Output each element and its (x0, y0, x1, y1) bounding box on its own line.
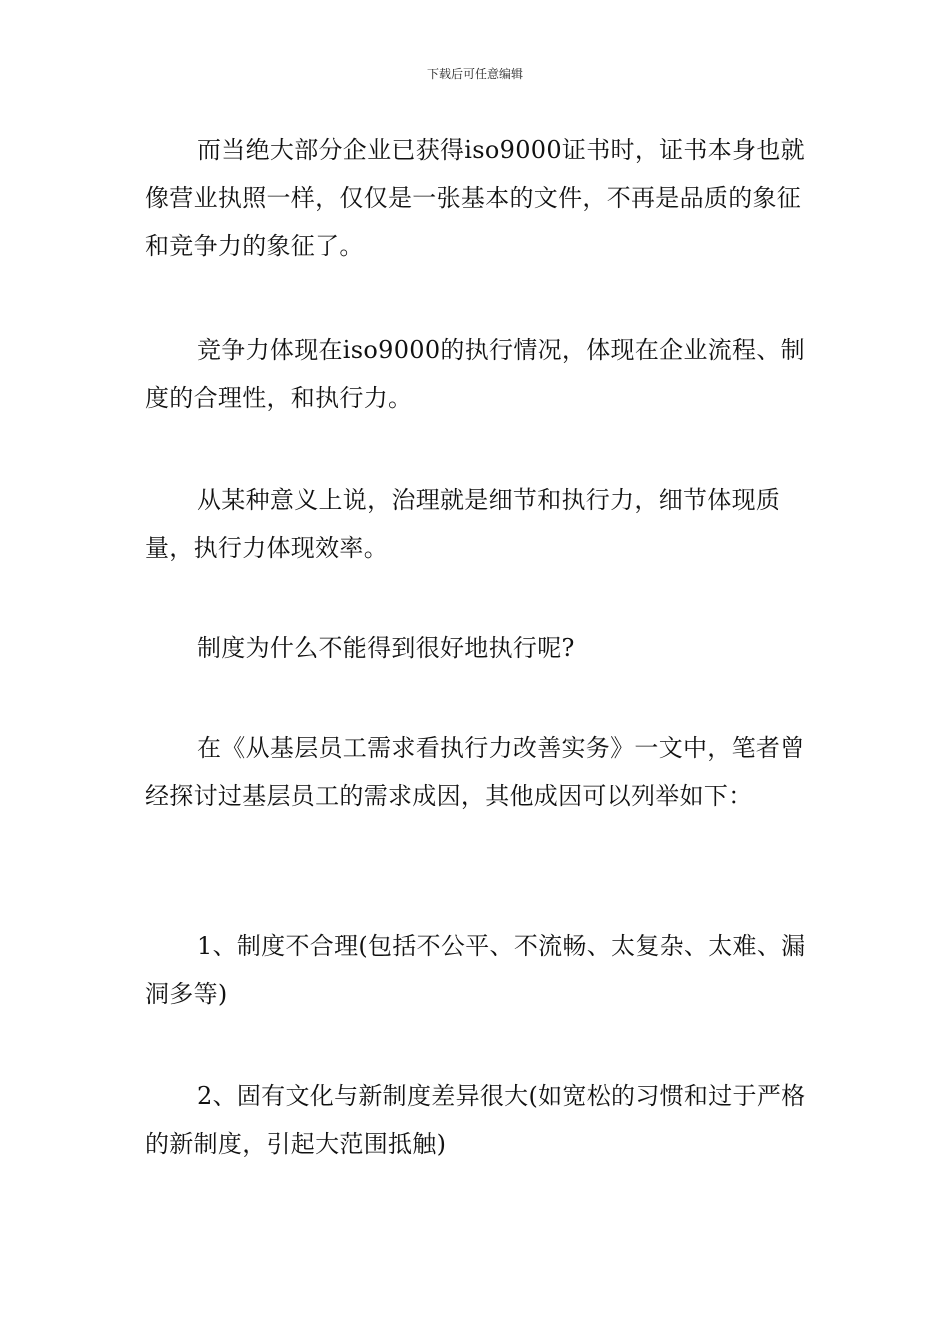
paragraph-cause-2: 2、固有文化与新制度差异很大(如宽松的习惯和过于严格的新制度，引起大范围抵触) (145, 1082, 806, 1158)
paragraph-iso-certificate: 而当绝大部分企业已获得iso9000证书时，证书本身也就像营业执照一样，仅仅是一张基本的文件，不再是品质的象征和竞争力的象征了。 (145, 136, 805, 260)
paragraph-question: 制度为什么不能得到很好地执行呢? (197, 634, 575, 662)
paragraph-management-detail: 从某种意义上说，治理就是细节和执行力，细节体现质量，执行力体现效率。 (145, 486, 781, 562)
paragraph-cause-1: 1、制度不合理(包括不公平、不流畅、太复杂、太难、漏洞多等) (145, 932, 806, 1008)
paragraph-causes-intro: 在《从基层员工需求看执行力改善实务》一文中，笔者曾经探讨过基层员工的需求成因，其他成因可以列举如下： (145, 734, 805, 810)
page-header: 下载后可任意编辑 (426, 67, 523, 81)
paragraph-competitiveness: 竞争力体现在iso9000的执行情况，体现在企业流程、制度的合理性，和执行力。 (145, 336, 805, 412)
